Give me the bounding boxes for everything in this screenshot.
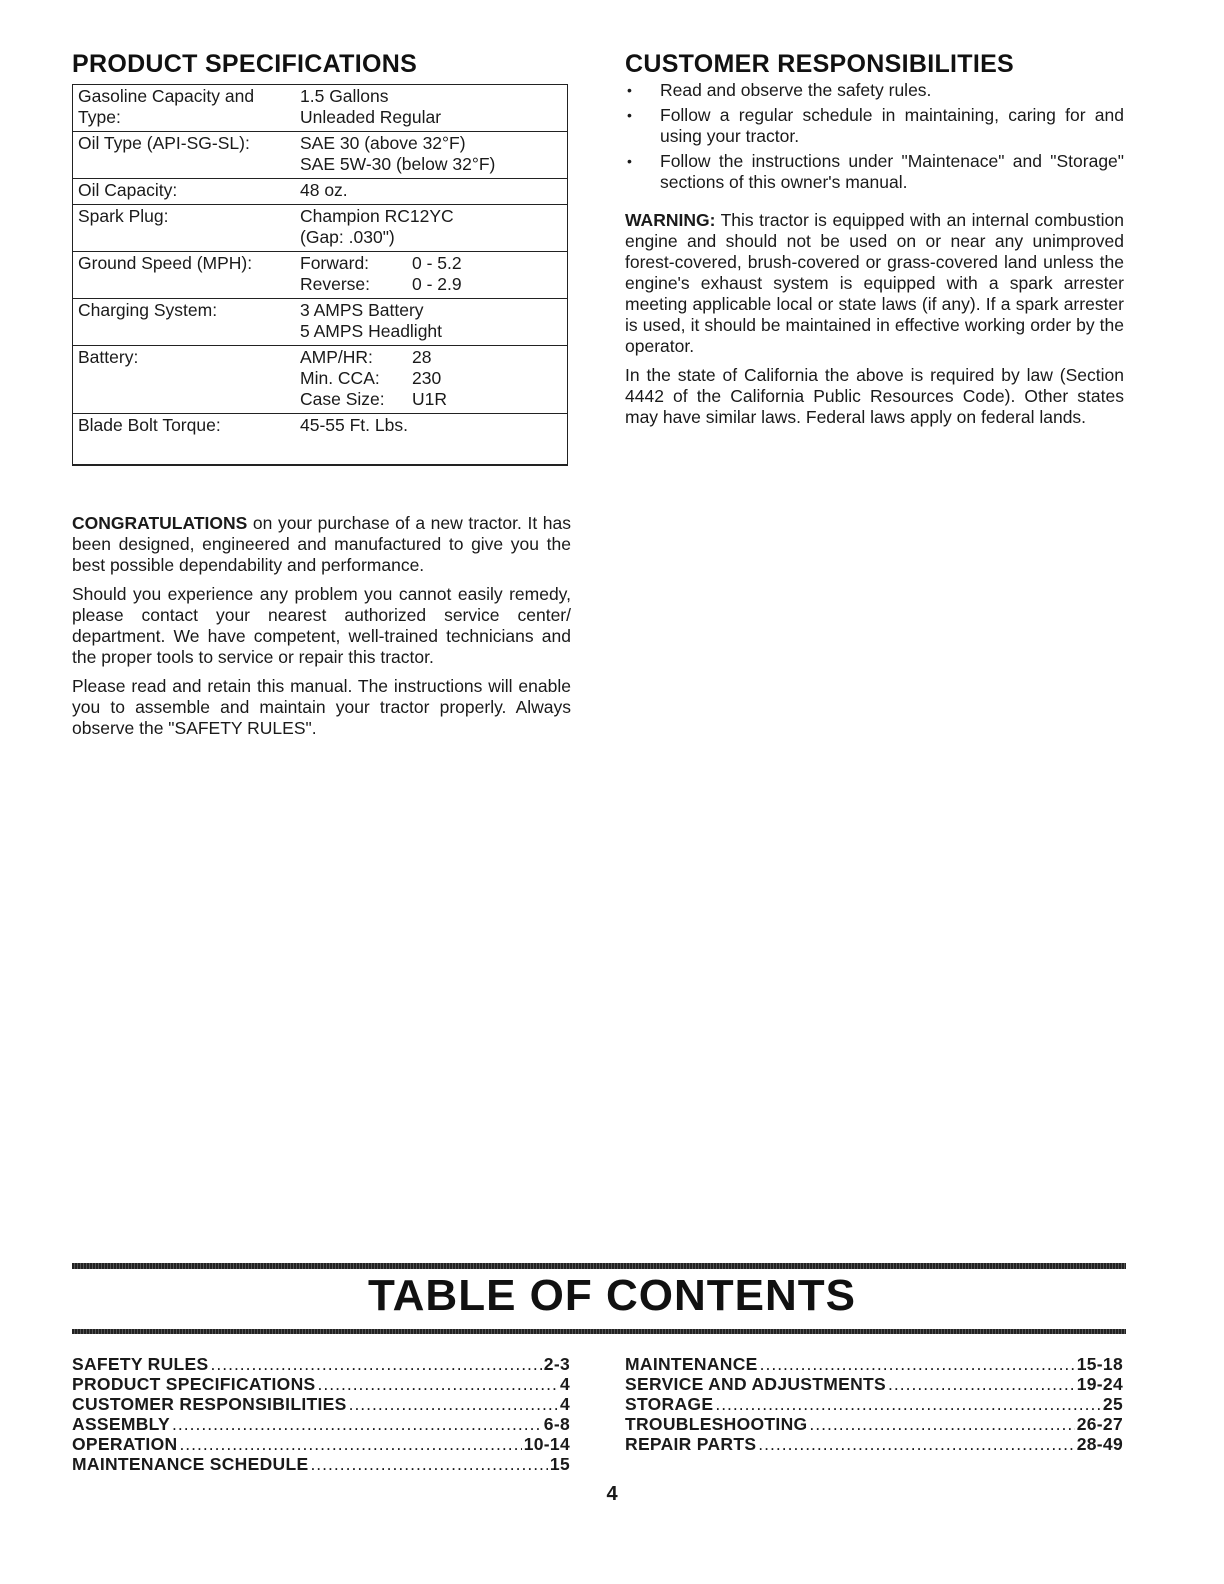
spec-sub-value: 0 - 5.2 [412, 253, 462, 273]
spec-value-line: Unleaded Regular [300, 107, 442, 127]
list-item: • Follow a regular schedule in maintaining, caring for and using your tractor. [625, 105, 1124, 147]
table-row [73, 178, 567, 204]
spec-sub-value: 230 [412, 368, 442, 388]
spec-value [300, 253, 567, 295]
spec-value-line: 3 AMPS Battery [300, 300, 424, 320]
toc-entry-page: 15 [549, 1454, 570, 1474]
toc-leader-dots [349, 1394, 558, 1414]
toc-entry [625, 1414, 1123, 1434]
spec-sub-value: 28 [412, 347, 432, 367]
spec-value [300, 415, 567, 436]
toc-entry-page: 4 [559, 1394, 570, 1414]
california-paragraph: In the state of California the above is required by law (Section 4442 of the California Public Resources Code). Other states may have similar laws. Federal laws apply on federal lands. [625, 365, 1124, 427]
table-row [73, 85, 567, 131]
toc-entry-page: 26-27 [1076, 1414, 1123, 1434]
page-number: 4 [606, 1483, 618, 1505]
toc-entry [625, 1374, 1123, 1394]
spec-value-pair [300, 253, 567, 274]
toc-entry [72, 1414, 570, 1434]
toc-entry [625, 1434, 1123, 1454]
customer-responsibilities-heading: CUSTOMER RESPONSIBILITIES [625, 50, 1015, 78]
toc-leader-dots [760, 1354, 1075, 1374]
spec-sub-label: Reverse: [300, 274, 371, 294]
spec-label: Battery: [78, 347, 139, 367]
warning-text [625, 210, 1124, 436]
spec-value-line: 1.5 Gallons [300, 86, 389, 106]
spec-label: Oil Capacity: [78, 180, 178, 200]
toc-leader-dots [715, 1394, 1101, 1414]
toc-entry-page: 25 [1102, 1394, 1123, 1414]
toc-entry [72, 1394, 570, 1414]
toc-entry-page: 28-49 [1076, 1434, 1123, 1454]
warning-body: This tractor is equipped with an internal combustion engine and should not be used on or near any unimproved forest-covered, brush-covered or grass-covered land unless the engine's exhaust system is equipped with a spark arrester meeting applicable local or state laws (if any). If a spark arrester is used, it should be maintained in effective working order by the operator. [625, 210, 1124, 356]
spec-label: Spark Plug: [78, 206, 169, 226]
spec-value-line: SAE 30 (above 32°F) [300, 133, 466, 153]
retain-manual-paragraph: Please read and retain this manual. The instructions will enable you to assemble and maintain your tractor properly. Always observe the "SAFETY RULES". [72, 676, 571, 738]
toc-entry-title: REPAIR PARTS [625, 1434, 757, 1454]
spec-value-pair [300, 274, 567, 295]
toc-entry [72, 1454, 570, 1474]
spec-value [300, 300, 567, 342]
toc-entry-title: ASSEMBLY [72, 1414, 171, 1434]
spec-sub-label: Min. CCA: [300, 368, 380, 388]
service-paragraph: Should you experience any problem you cannot easily remedy, please contact your nearest authorized service center/ department. We have competent, well-trained technicians and the proper tools to service or repair this tractor. [72, 584, 571, 667]
spec-sub-label: Case Size: [300, 389, 385, 409]
toc-entry [72, 1374, 570, 1394]
toc-entry-title: PRODUCT SPECIFICATIONS [72, 1374, 316, 1394]
toc-entry-title: MAINTENANCE SCHEDULE [72, 1454, 309, 1474]
spec-value-line: 5 AMPS Headlight [300, 321, 443, 341]
toc-entry [625, 1394, 1123, 1414]
table-row [73, 131, 567, 178]
toc-leader-dots [758, 1434, 1074, 1454]
specifications-table [72, 84, 568, 466]
spec-sub-label: AMP/HR: [300, 347, 373, 367]
spec-sub-value: 0 - 2.9 [412, 274, 462, 294]
toc-leader-dots [172, 1414, 542, 1434]
congratulations-paragraph [72, 513, 571, 576]
toc-entry [625, 1354, 1123, 1374]
toc-leader-dots [179, 1434, 521, 1454]
intro-text [72, 513, 571, 747]
warning-paragraph [625, 210, 1124, 357]
spec-value [300, 347, 567, 410]
toc-right-column [625, 1354, 1123, 1454]
toc-left-column [72, 1354, 570, 1474]
toc-title: TABLE OF CONTENTS [368, 1271, 856, 1320]
table-row [73, 413, 567, 464]
spec-value [300, 133, 567, 175]
spec-value-pair [300, 347, 567, 368]
spec-value [300, 180, 567, 201]
toc-entry-title: SAFETY RULES [72, 1354, 209, 1374]
spec-value-line: 45-55 Ft. Lbs. [300, 415, 408, 435]
table-row [73, 345, 567, 413]
spec-label: Gasoline Capacity and Type: [78, 86, 255, 127]
toc-entry-page: 2-3 [543, 1354, 570, 1374]
spec-label: Ground Speed (MPH): [78, 253, 253, 273]
toc-entry-page: 19-24 [1076, 1374, 1123, 1394]
table-row [73, 298, 567, 345]
table-row [73, 204, 567, 251]
toc-entry-page: 6-8 [543, 1414, 570, 1434]
toc-entry-title: STORAGE [625, 1394, 714, 1414]
responsibilities-list [625, 80, 1124, 197]
toc-entry-page: 10-14 [523, 1434, 570, 1454]
toc-entry-title: MAINTENANCE [625, 1354, 758, 1374]
toc-leader-dots [809, 1414, 1074, 1434]
table-row [73, 251, 567, 298]
spec-value-line: SAE 5W-30 (below 32°F) [300, 154, 496, 174]
congratulations-label: CONGRATULATIONS [72, 513, 248, 533]
spec-value-line: 48 oz. [300, 180, 348, 200]
spec-value-line: Champion RC12YC [300, 206, 454, 226]
spec-sub-value: U1R [412, 389, 448, 409]
spec-value-line: (Gap: .030") [300, 227, 395, 247]
spec-label: Blade Bolt Torque: [78, 415, 221, 435]
product-specifications-heading: PRODUCT SPECIFICATIONS [72, 50, 418, 78]
toc-entry [72, 1354, 570, 1374]
spec-value-pair [300, 389, 567, 410]
toc-entry-title: TROUBLESHOOTING [625, 1414, 808, 1434]
toc-leader-dots [310, 1454, 547, 1474]
list-item: • Follow the instructions under "Maintenace" and "Storage" sections of this owner's manual. [625, 151, 1124, 193]
list-item: • Read and observe the safety rules. [625, 80, 1124, 101]
spec-label: Oil Type (API-SG-SL): [78, 133, 250, 153]
spec-value [300, 86, 567, 128]
spec-value-pair [300, 368, 567, 389]
congratulations-text: on your purchase of a new tractor. It has been designed, engineered and manufactured to give you the best possible dependability and performance. [72, 513, 571, 575]
toc-leader-dots [888, 1374, 1075, 1394]
toc-leader-dots [318, 1374, 558, 1394]
warning-label: WARNING: [625, 210, 716, 230]
spec-value [300, 206, 567, 248]
toc-entry-page: 15-18 [1076, 1354, 1123, 1374]
toc-entry-title: OPERATION [72, 1434, 178, 1454]
toc-entry-title: CUSTOMER RESPONSIBILITIES [72, 1394, 347, 1414]
toc-rule-bottom [72, 1329, 1126, 1334]
toc-leader-dots [211, 1354, 542, 1374]
toc-entry-page: 4 [559, 1374, 570, 1394]
toc-entry-title: SERVICE AND ADJUSTMENTS [625, 1374, 887, 1394]
spec-label: Charging System: [78, 300, 218, 320]
spec-sub-label: Forward: [300, 253, 370, 273]
toc-rule-top [72, 1263, 1126, 1269]
toc-entry [72, 1434, 570, 1454]
